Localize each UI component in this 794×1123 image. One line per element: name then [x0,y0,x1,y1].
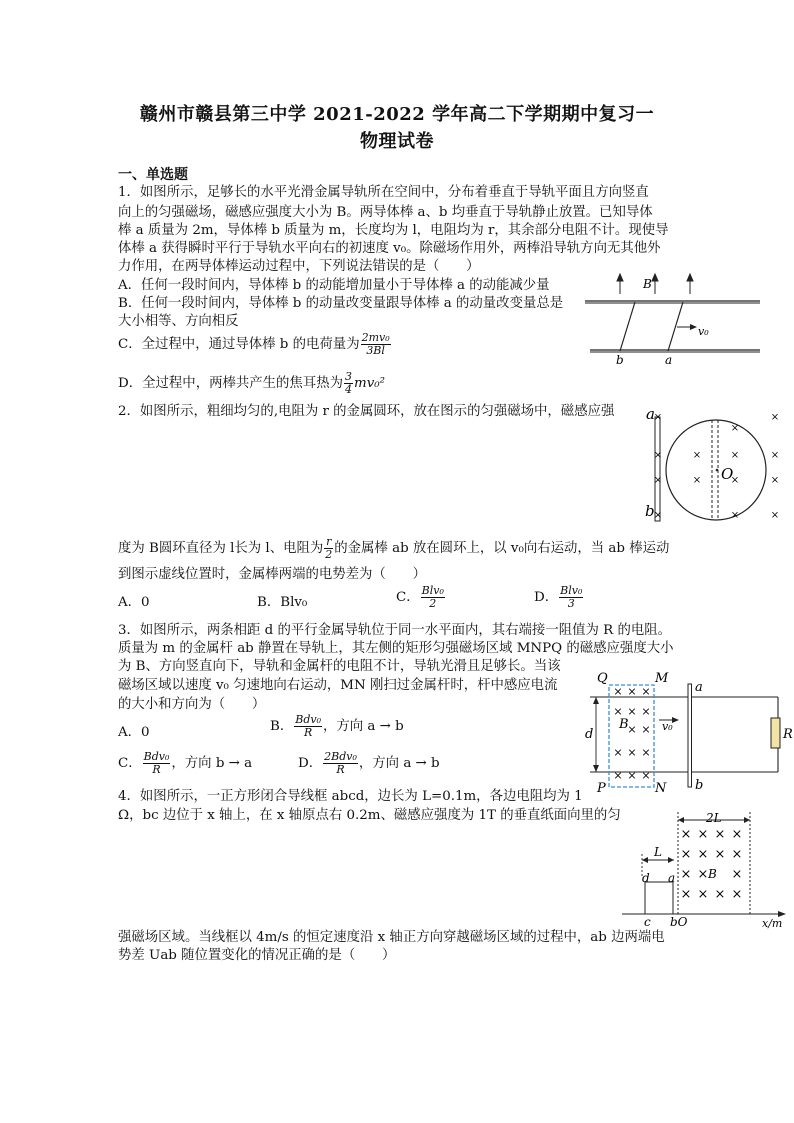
field-cross: × [697,827,709,842]
q4-line-3: 强磁场区域。当线框以 4m/s 的恒定速度沿 x 轴正方向穿越磁场区域的过程中，ab 边两端电 [118,930,665,945]
field-cross: × [770,450,780,461]
q2-option-a: A．0 [118,595,150,610]
q1-line-4: 体棒 a 获得瞬时平行于导轨水平向右的初速度 v₀。除磁场作用外，两棒沿导轨方向无其他外 [118,241,661,256]
q4-field-crosses [681,827,743,902]
q3-option-c-text: C． [118,756,142,771]
q2-option-c-fraction [421,585,445,610]
q3-line-2: 质量为 m 的金属杆 ab 静置在导轨上，其左侧的矩形匀强磁场区域 MNPQ 的磁感应强度大小 [118,641,674,656]
q4-label-bO: bO [670,915,688,929]
q1-label-v0: v₀ [698,325,709,338]
q2-option-d-fraction [559,585,583,610]
field-cross: × [627,685,637,698]
field-cross: × [613,769,623,782]
field-cross: × [730,510,740,521]
q3-option-c [118,751,252,776]
field-cross: × [730,450,740,461]
q1-option-c-den: 3Bl [366,344,385,357]
q2-rod-ab [653,417,663,521]
q4-label-xm: x/m [762,917,783,930]
q3-d-marker [593,697,599,772]
q2-line-1: 2．如图所示，粗细均匀的,电阻为 r 的金属圆环，放在图示的匀强磁场中，磁感应强 [118,404,615,419]
q1-option-d-num: 3 [345,370,352,383]
q1-line-1: 1．如图所示，足够长的水平光滑金属导轨所在空间中，分布着垂直于导轨平面且方向竖直 [118,185,649,200]
q1-option-d-text: D．全过程中，两棒共产生的焦耳热为 [118,376,343,391]
q3-label-a: a [695,680,703,695]
q3-rail-diagram [585,668,794,794]
field-cross: × [613,705,623,718]
q2-option-c-text: C． [396,590,420,605]
q3-option-c-post: ，方向 b → a [171,756,253,771]
q1-label-B: B [643,277,652,291]
field-cross: × [653,510,663,521]
q3-option-d [298,751,440,776]
field-cross: × [627,705,637,718]
q3-option-d-fraction [323,751,358,776]
page-title: 赣州市赣县第三中学 2021-2022 学年高二下学期期中复习一 [139,104,655,125]
field-cross: × [731,847,743,862]
field-cross: × [680,867,692,882]
field-cross: × [680,827,692,842]
q2-label-b: b [645,502,655,520]
q2-line-2-fraction [324,536,333,561]
field-cross: × [641,769,651,782]
q1-rail-diagram [585,272,765,367]
q3-label-N: N [655,781,667,794]
q1-option-c-num: 2mv₀ [361,331,390,344]
field-cross: × [697,887,709,902]
q3-label-M: M [655,671,669,686]
q3-option-b-den: R [303,726,313,739]
q3-label-d: d [585,727,594,742]
field-cross: × [730,475,740,486]
q1-label-a: a [665,353,673,367]
q1-option-a: A．任何一段时间内，导体棒 b 的动能增加量小于导体棒 a 的动能减少量 [118,278,550,293]
q4-line-1: 4．如图所示，一正方形闭合导线框 abcd，边长为 L=0.1m，各边电阻均为 1 [118,789,583,804]
q3-label-v0: v₀ [662,720,673,733]
q4-line-4: 势差 Uab 随位置变化的情况正确的是（ ） [118,948,396,963]
q4-label-L: L [654,845,662,859]
field-cross: × [680,847,692,862]
q2-line-3: 到图示虚线位置时，金属棒两端的电势差为（ ） [118,567,426,582]
q3-option-b-post: ，方向 a → b [322,719,404,734]
q3-label-b: b [695,778,704,793]
q2-option-b: B．Blv₀ [257,595,308,610]
field-cross: × [731,827,743,842]
field-cross: × [692,475,702,486]
q3-resistor [771,718,780,748]
q3-option-d-den: R [336,763,345,776]
q2-option-c-num: Blv₀ [421,584,444,597]
field-cross: × [627,746,637,759]
field-cross: × [731,867,743,882]
page-subtitle: 物理试卷 [360,131,434,152]
q3-field-crosses [613,685,650,782]
q1-option-c-text: C．全过程中，通过导体棒 b 的电荷量为 [118,337,360,352]
field-cross: × [613,746,623,759]
q2-option-c [396,585,446,610]
q3-label-R: R [783,727,793,742]
q1-option-d-post: mv₀² [354,376,385,391]
field-cross: × [653,412,663,423]
field-cross: × [730,423,740,434]
q2-option-d-num: Blv₀ [560,584,583,597]
q3-option-b-text: B． [270,719,294,734]
q1-option-c-fraction [361,332,391,357]
q3-option-b-fraction [294,714,322,739]
q1-option-b-cont: 大小相等、方向相反 [118,314,239,329]
q1-velocity-arrow [677,324,697,330]
q2-option-c-den: 2 [429,597,437,610]
field-cross: × [680,887,692,902]
q1-option-d [118,371,385,396]
q1-label-b: b [616,353,624,367]
q2-label-O: O [721,465,734,483]
q3-option-b-num: Bdv₀ [295,713,321,726]
q2-option-d-den: 3 [567,597,575,610]
q1-option-d-den: 4 [345,383,352,396]
field-cross: × [697,867,709,882]
q4-label-2L: 2L [706,811,722,825]
q3-line-1: 3．如图所示，两条相距 d 的平行金属导轨位于同一水平面内，其右端接一阻值为 R 的电阻。 [118,623,672,638]
field-cross: × [692,450,702,461]
q3-line-4: 磁场区域以速度 v₀ 匀速地向右运动，MN 刚扫过金属杆时，杆中感应电流 [118,678,558,693]
field-cross: × [714,847,726,862]
field-cross: × [731,887,743,902]
q1-option-b: B．任何一段时间内，导体棒 b 的动量改变量跟导体棒 a 的动量改变量总是 [118,296,564,311]
field-cross: × [627,769,637,782]
q4-line-2: Ω，bc 边位于 x 轴上，在 x 轴原点右 0.2m、磁感应强度为 1T 的垂直纸面向里的匀 [118,808,621,823]
q3-label-Q: Q [597,671,608,686]
field-cross: × [641,723,651,736]
q2-line-2 [118,536,669,561]
q2-field-crosses [654,412,779,521]
q1-field-arrows [617,274,693,294]
field-cross: × [613,685,623,698]
field-cross: × [641,705,651,718]
field-cross: × [770,412,780,423]
q3-label-P: P [597,781,606,794]
q1-line-2: 向上的匀强磁场，磁感应强度大小为 B。两导体棒 a、b 均垂直于导轨静止放置。已知导体 [118,205,653,220]
field-cross: × [714,827,726,842]
q3-option-d-text: D． [298,756,323,771]
q1-line-5: 力作用，在两导体棒运动过程中，下列说法错误的是（ ） [118,259,480,274]
q4-label-a: a [668,871,676,885]
q3-option-d-num: 2Bdv₀ [324,750,357,763]
field-cross: × [653,450,663,461]
q3-option-b [270,714,404,739]
q3-label-B: B [619,717,629,732]
q4-frame-diagram [620,810,794,930]
field-cross: × [770,475,780,486]
q1-option-c [118,332,392,357]
q2-line-2-post: 的金属棒 ab 放在圆环上，以 v₀向右运动，当 ab 棒运动 [334,541,670,556]
q2-line-2-text: 度为 B圆环直径为 l长为 l、电阻为 [118,541,324,556]
q3-option-a: A．0 [118,725,150,740]
q2-line-2-num: r [326,535,332,548]
field-cross: × [653,475,663,486]
q1-rod-b [620,302,635,351]
q2-center-dot [716,469,719,472]
q2-ring-diagram [640,403,790,528]
field-cross: × [627,723,637,736]
q2-label-a: a [646,405,655,423]
q4-square-frame [645,882,673,914]
q2-option-d-text: D． [534,590,559,605]
q3-option-d-post: ，方向 a → b [358,756,440,771]
field-cross: × [641,685,651,698]
q3-line-3: 为 B、方向竖直向下，导轨和金属杆的电阻不计，导轨光滑且足够长。当该 [118,659,561,674]
field-cross: × [641,746,651,759]
field-cross: × [770,510,780,521]
q3-option-c-fraction [143,751,171,776]
q4-label-c: c [644,915,651,929]
field-cross: × [697,847,709,862]
section-heading: 一、单选题 [118,167,188,183]
q1-option-d-fraction [344,371,353,396]
field-cross: × [714,887,726,902]
q3-option-c-den: R [152,763,161,776]
q4-label-B: B [708,867,717,881]
q3-line-5: 的大小和方向为（ ） [118,697,266,712]
q2-option-d [534,585,584,610]
q3-option-c-num: Bdv₀ [143,750,170,763]
q1-line-3: 棒 a 质量为 2m，导体棒 b 质量为 m，长度均为 l，电阻均为 r，其余部分电阻不计。现使导 [118,223,669,238]
q2-line-2-den: 2 [325,548,333,561]
q4-label-d: d [642,871,650,885]
q3-rod-ab [688,684,692,787]
